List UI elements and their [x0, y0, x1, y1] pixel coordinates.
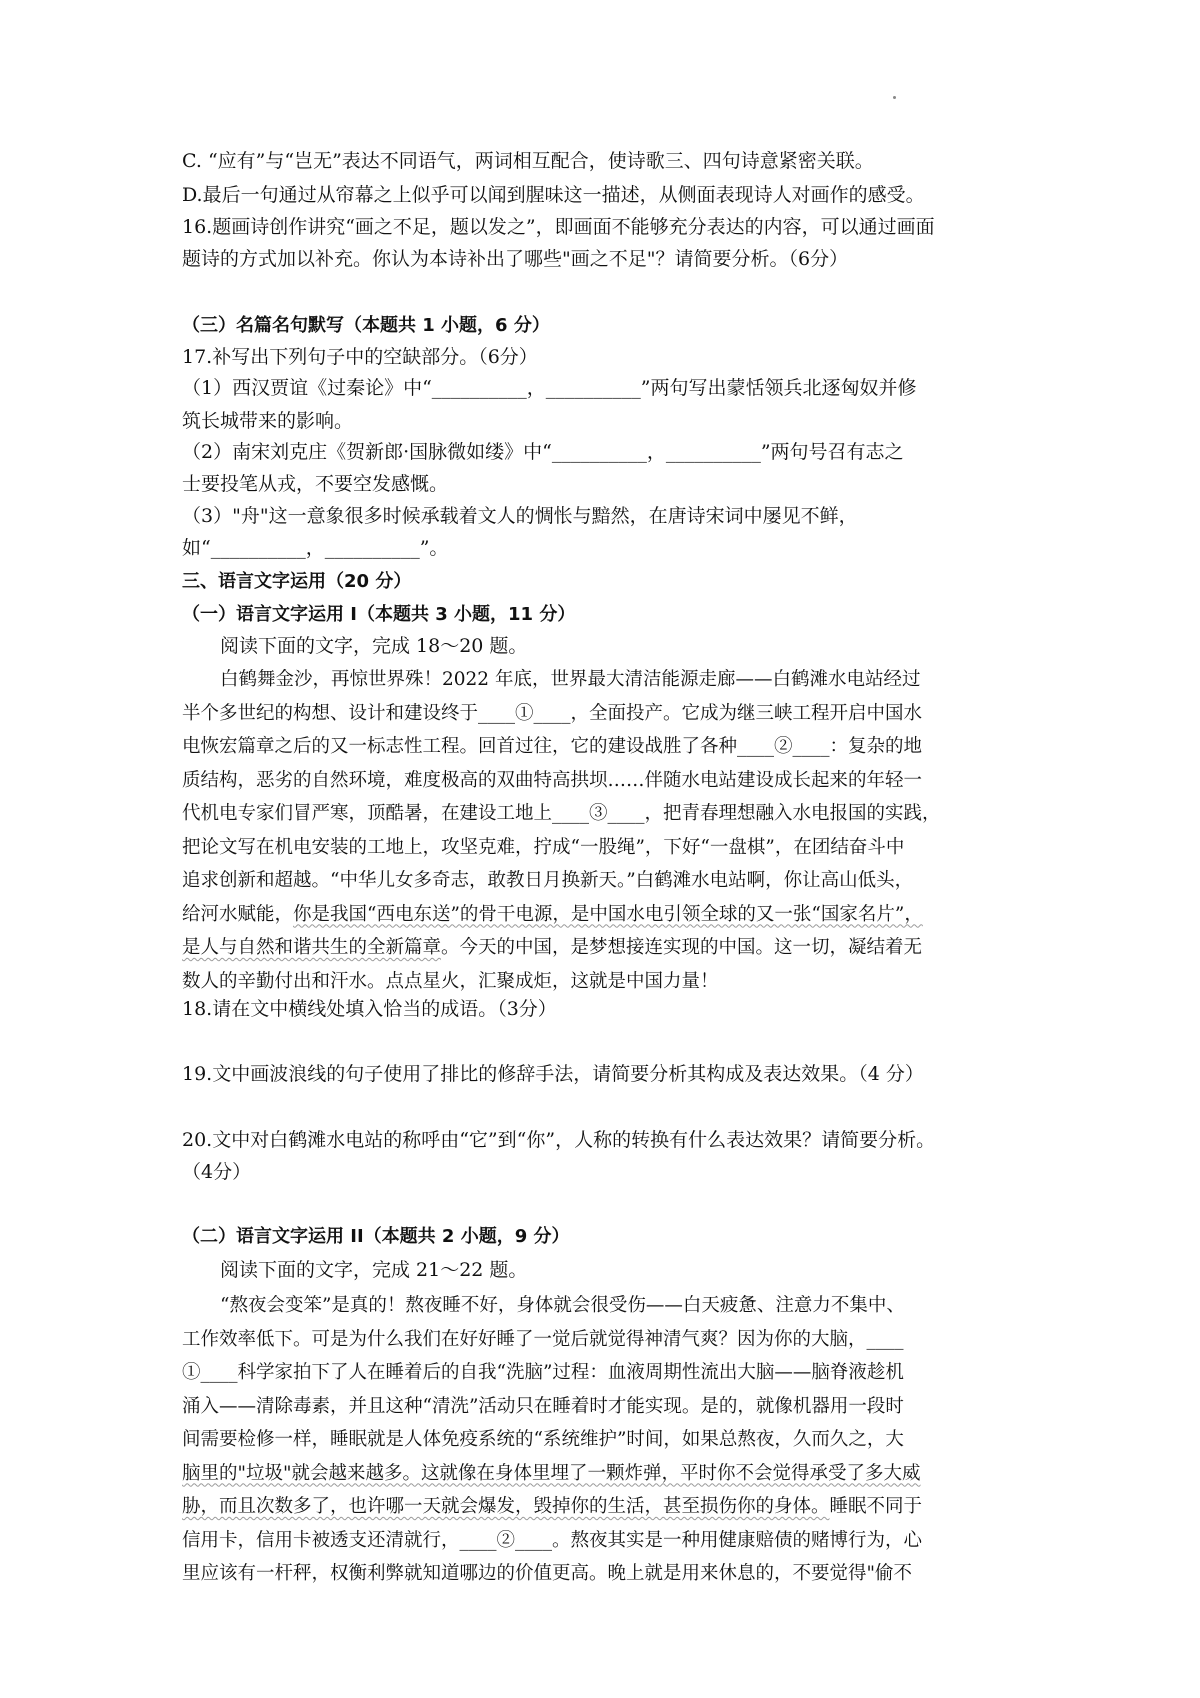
passage1-intro: 阅读下面的文字，完成 18～20 题。 — [220, 635, 528, 657]
passage2-line: 信用卡，信用卡被透支还清就行，____②____。熬夜其实是一种用健康赔债的赌博行为，心 — [182, 1529, 923, 1551]
q16-stem-line2: 题诗的方式加以补充。你认为本诗补出了哪些"画之不足"？请简要分析。（6分） — [182, 248, 849, 270]
passage1-line: 数人的辛勤付出和汗水。点点星火，汇聚成炬，这就是中国力量！ — [182, 970, 719, 992]
q16-stem-line1: 16.题画诗创作讲究“画之不足，题以发之”，即画面不能够充分表达的内容，可以通过画面 — [182, 216, 935, 238]
q17-item1-line2: 筑长城带来的影响。 — [182, 410, 354, 432]
q17-item1-line1: （1）西汉贾谊《过秦论》中“__________，__________”两句写出蒙恬领兵北逐匈奴并修 — [182, 377, 917, 399]
q17-item3-line2: 如“__________，__________”。 — [182, 537, 449, 559]
passage1-line: 质结构，恶劣的自然环境，难度极高的双曲特高拱坝……伴随水电站建设成长起来的年轻一 — [182, 769, 923, 791]
part3-subheading-1: （一）语言文字运用 I（本题共 3 小题，11 分） — [182, 604, 576, 625]
page-mark-dot — [893, 96, 896, 99]
passage2-line — [182, 1490, 1032, 1524]
wavy-underlined-text: 胁，而且次数多了，也许哪一天就会爆发，毁掉你的生活，甚至损伤你的身体。 — [182, 1496, 830, 1517]
passage2-line: “熬夜会变笨”是真的！熬夜睡不好，身体就会很受伤——白天疲惫、注意力不集中、 — [220, 1295, 905, 1316]
wavy-underlined-text: 你是我国“西电东送”的骨干电源，是中国水电引领全球的又一张“国家名片”， — [293, 903, 923, 925]
q20-stem-line1: 20.文中对白鹤滩水电站的称呼由“它”到“你”，人称的转换有什么表达效果？请简要分析。 — [182, 1129, 936, 1151]
passage2-text: 睡眠不同于 — [829, 1496, 923, 1517]
q17-item3-line1: （3）"舟"这一意象很多时候承载着文人的惆怅与黯然，在唐诗宋词中屡见不鲜， — [182, 505, 858, 527]
passage1-text: 给河水赋能， — [182, 903, 294, 925]
passage2-body — [182, 1289, 1032, 1591]
passage1-text: 。今天的中国，是梦想接连实现的中国。这一切，凝结着无 — [441, 937, 923, 958]
passage1-line — [182, 898, 1032, 932]
q17-stem: 17.补写出下列句子中的空缺部分。（6分） — [182, 346, 538, 368]
passage2-line: 工作效率低下。可是为什么我们在好好睡了一觉后就觉得神清气爽？因为你的大脑，____ — [182, 1328, 904, 1350]
passage1-line: 代机电专家们冒严寒，顶酷暑，在建设工地上____③____，把青春理想融入水电报国的实践， — [182, 803, 941, 824]
passage1-line: 白鹤舞金沙，再惊世界殊！2022 年底，世界最大清洁能源走廊——白鹤滩水电站经过 — [220, 669, 921, 690]
passage2-line — [182, 1457, 1032, 1491]
q15-option-c: C. “应有”与“岂无”表达不同语气，两词相互配合，使诗歌三、四句诗意紧密关联。 — [182, 150, 874, 172]
part3-heading: 三、语言文字运用（20 分） — [182, 571, 412, 592]
part3-subheading-2: （二）语言文字运用 II（本题共 2 小题，9 分） — [182, 1226, 570, 1247]
passage1-line: 电恢宏篇章之后的又一标志性工程。回首过往，它的建设战胜了各种____②____：复杂的地 — [182, 736, 923, 757]
passage2-line: 里应该有一杆秤，权衡利弊就知道哪边的价值更高。晚上就是用来休息的，不要觉得"偷不 — [182, 1563, 913, 1584]
passage2-line: ①____科学家拍下了人在睡着后的自我“洗脑”过程：血液周期性流出大脑——脑脊液趁机 — [182, 1362, 904, 1383]
q18-stem: 18.请在文中横线处填入恰当的成语。（3分） — [182, 998, 557, 1020]
wavy-underlined-text: 脑里的"垃圾"就会越来越多。这就像在身体里埋了一颗炸弹，平时你不会觉得承受了多大威 — [182, 1462, 921, 1484]
passage1-body — [182, 663, 1032, 998]
passage1-line: 追求创新和超越。“中华儿女多奇志，敢教日月换新天。”白鹤滩水电站啊，你让高山低头， — [182, 870, 914, 891]
q19-stem: 19.文中画波浪线的句子使用了排比的修辞手法，请简要分析其构成及表达效果。（4 分） — [182, 1063, 924, 1085]
wavy-underlined-text: 是人与自然和谐共生的全新篇章 — [182, 937, 442, 958]
passage2-intro: 阅读下面的文字，完成 21～22 题。 — [220, 1259, 528, 1281]
section-heading-famous-lines: （三）名篇名句默写（本题共 1 小题，6 分） — [182, 315, 550, 336]
passage1-line: 把论文写在机电安装的工地上，攻坚克难，拧成“一股绳”，下好“一盘棋”，在团结奋斗中 — [182, 836, 905, 858]
q17-item2-line2: 士要投笔从戎，不要空发感慨。 — [182, 473, 449, 495]
q15-option-d: D.最后一句通过从帘幕之上似乎可以闻到腥味这一描述，从侧面表现诗人对画作的感受。 — [182, 184, 925, 206]
q20-stem-line2: （4分） — [182, 1161, 252, 1183]
passage1-line — [182, 931, 1032, 965]
passage2-line: 间需要检修一样，睡眠就是人体免疫系统的“系统维护”时间，如果总熬夜，久而久之，大 — [182, 1429, 904, 1450]
passage1-line: 半个多世纪的构想、设计和建设终于____①____，全面投产。它成为继三峡工程开启中国水 — [182, 702, 923, 724]
passage2-line: 涌入——清除毒素，并且这种“清洗”活动只在睡着时才能实现。是的，就像机器用一段时 — [182, 1395, 904, 1417]
q17-item2-line1: （2）南宋刘克庄《贺新郎·国脉微如缕》中“__________，__________”两句号召有志之 — [182, 441, 904, 463]
